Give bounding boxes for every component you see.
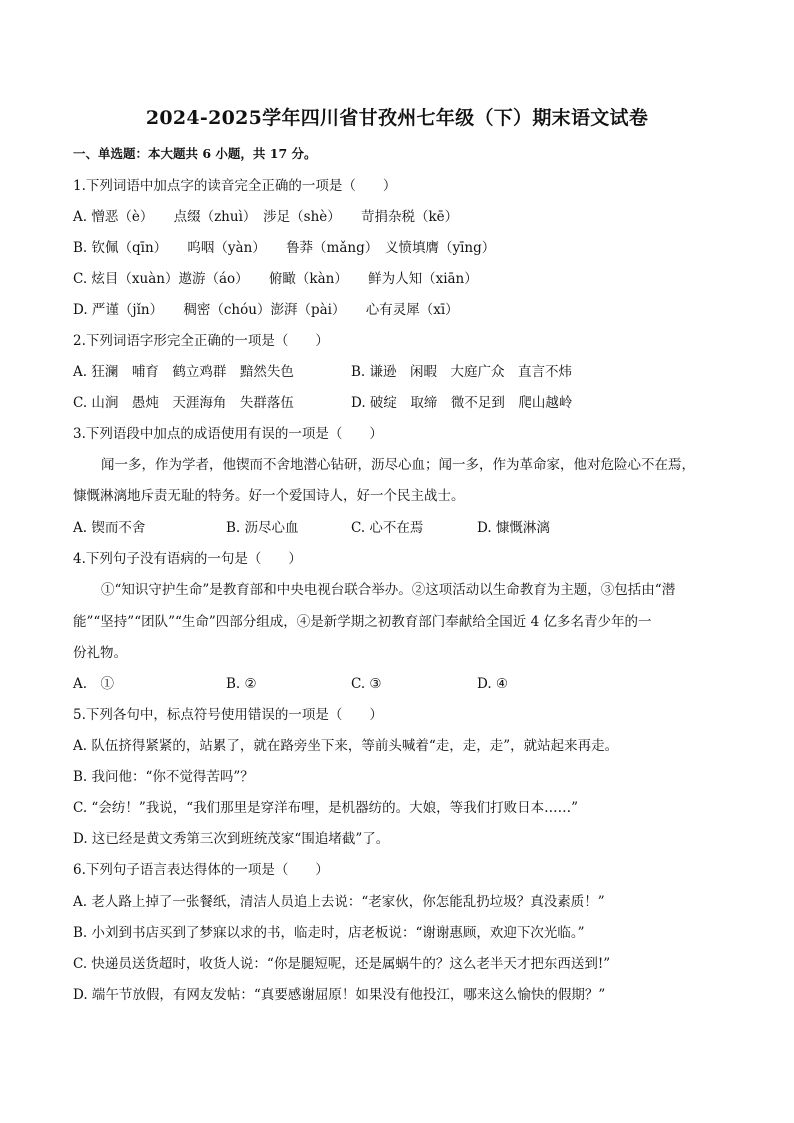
question-1-stem: 1.下列词语中加点字的读音完全正确的一项是（ ） <box>73 178 397 194</box>
question-2-option-b: B. 谦逊 闲暇 大庭广众 直言不炜 <box>351 364 573 380</box>
question-6-option-c: C. 快递员送货超时，收货人说：“你是腿短呢，还是属蜗牛的？这么老半天才把东西送到!” <box>73 956 611 972</box>
question-4-passage-line-1: ①“知识守护生命”是教育部和中央电视台联合举办。②这项活动以生命教育为主题，③包括由“潜 <box>101 582 676 598</box>
question-3-option-b: B. 沥尽心血 <box>226 520 299 536</box>
question-4-option-d: D. ④ <box>477 676 509 692</box>
question-2-options-row-1 <box>0 362 794 382</box>
section-heading: 一、单选题：本大题共 6 小题，共 17 分。 <box>73 146 317 161</box>
question-1-option-d: D. 严谨（jǐn） 稠密（chóu）澎湃（pài） 心有灵犀（xī） <box>73 302 459 318</box>
question-3-option-a: A. 锲而不舍 <box>73 520 146 536</box>
question-1-option-c: C. 炫目（xuàn）遨游（áo） 俯瞰（kàn） 鲜为人知（xiān） <box>73 271 478 287</box>
exam-title: 2024-2025学年四川省甘孜州七年级（下）期末语文试卷 <box>145 107 649 129</box>
question-3-passage-line-1: 闻一多，作为学者，他锲而不舍地潜心钻研，沥尽心血；闻一多，作为革命家，他对危险心不在焉， <box>101 457 695 473</box>
question-2-option-a: A. 狂澜 哺育 鹤立鸡群 黯然失色 <box>73 364 294 380</box>
question-4-passage-line-3: 份礼物。 <box>73 645 127 661</box>
question-3-options-row <box>0 518 794 538</box>
question-2-option-c: C. 山涧 愚炖 天涯海角 失群落伍 <box>73 395 294 411</box>
question-3-passage-line-2: 慷慨淋漓地斥责无耻的特务。好一个爱国诗人，好一个民主战士。 <box>73 488 465 504</box>
question-4-options-row <box>0 674 794 694</box>
question-6-stem: 6.下列句子语言表达得体的一项是（ ） <box>73 862 329 878</box>
question-6-option-b: B. 小刘到书店买到了梦寐以求的书，临走时，店老板说：“谢谢惠顾，欢迎下次光临。” <box>73 925 585 941</box>
question-5-option-d: D. 这已经是黄文秀第三次到班统茂家“围追堵截”了。 <box>73 831 390 847</box>
question-5-option-b: B. 我问他：“你不觉得苦吗”？ <box>73 769 254 785</box>
question-5-stem: 5.下列各句中，标点符号使用错误的一项是（ ） <box>73 707 383 723</box>
question-4-stem: 4.下列句子没有语病的一句是（ ） <box>73 551 302 567</box>
question-3-option-c: C. 心不在焉 <box>351 520 424 536</box>
question-6-option-d: D. 端午节放假，有网友发帖：“真要感谢屈原！如果没有他投江，哪来这么愉快的假期？” <box>73 987 606 1003</box>
question-1-option-a: A. 憎恶（è） 点缀（zhuì） 涉足（shè） 苛捐杂税（kē） <box>73 209 459 225</box>
question-4-option-b: B. ② <box>226 676 257 692</box>
question-3-stem: 3.下列语段中加点的成语使用有误的一项是（ ） <box>73 426 383 442</box>
question-4-option-a: A. ① <box>73 676 115 692</box>
question-5-option-c: C. “会纺！”我说，“我们那里是穿洋布哩，是机器纺的。大娘，等我们打败日本……” <box>73 800 579 816</box>
question-4-passage-line-2: 能”“坚持”“团队”“生命”四部分组成，④是新学期之初教育部门奉献给全国近 4 亿多名青少年的一 <box>73 614 652 630</box>
question-3-option-d: D. 慷慨淋漓 <box>477 520 550 536</box>
question-5-option-a: A. 队伍挤得紧紧的，站累了，就在路旁坐下来，等前头喊着“走，走，走”，就站起来再走。 <box>73 738 619 754</box>
question-2-option-d: D. 破绽 取缔 微不足到 爬山越岭 <box>351 395 573 411</box>
question-1-option-b: B. 钦佩（qīn） 呜咽（yàn） 鲁莽（mǎng） 义愤填膺（yīng） <box>73 240 496 256</box>
question-2-stem: 2.下列词语字形完全正确的一项是（ ） <box>73 333 329 349</box>
question-4-option-c: C. ③ <box>351 676 382 692</box>
question-2-options-row-2 <box>0 393 794 413</box>
question-6-option-a: A. 老人路上掉了一张餐纸，清洁人员追上去说：“老家伙，你怎能乱扔垃圾？真没素质！” <box>73 894 605 910</box>
